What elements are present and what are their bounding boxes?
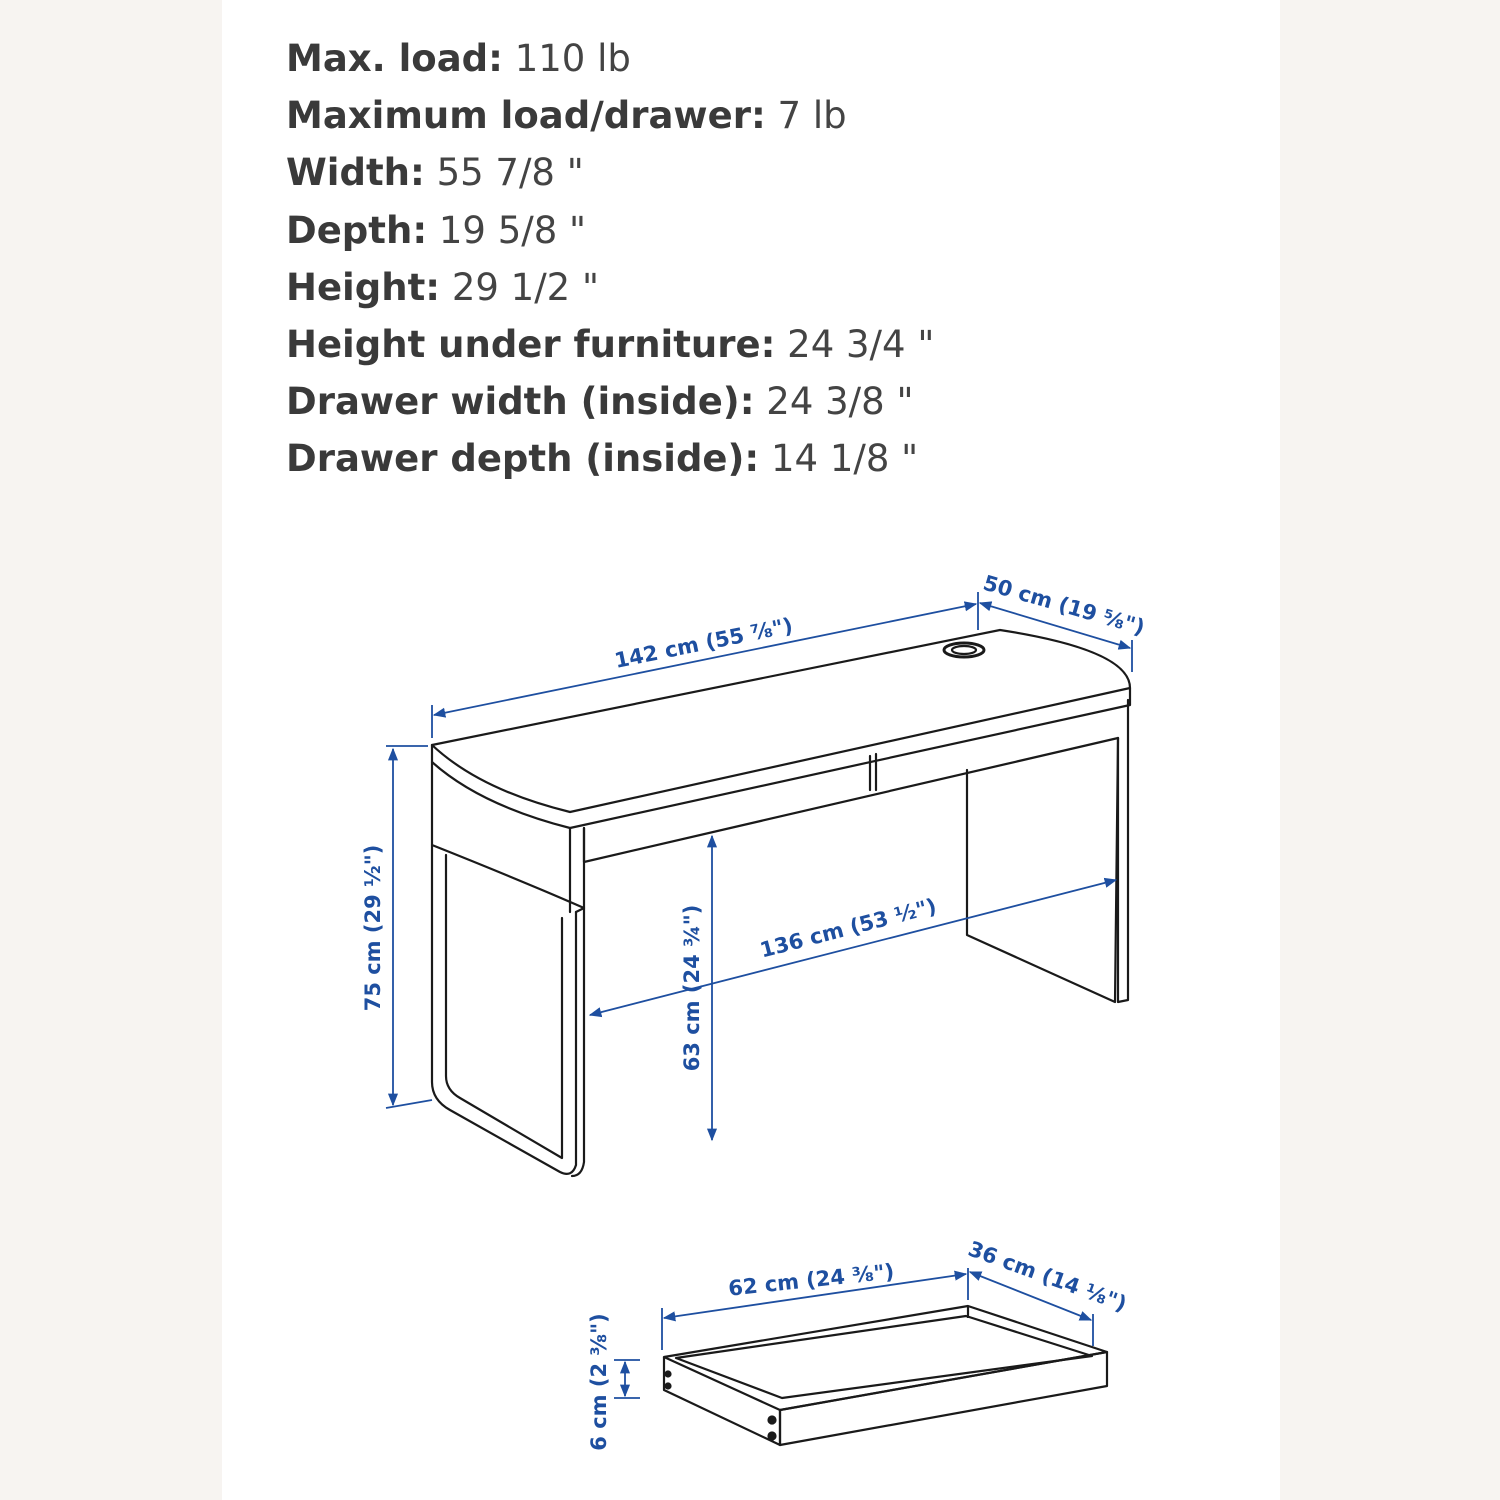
spec-value: 24 3/8 ": [754, 380, 914, 424]
dim-label-desk-width: 142 cm (55 ⅞"): [612, 613, 795, 673]
spec-value: 29 1/2 ": [440, 265, 599, 309]
screw-hole: [666, 1384, 671, 1389]
dim-label-desk-height: 75 cm (29 ½"): [361, 844, 385, 1012]
screw-hole: [769, 1417, 776, 1424]
spec-value: 55 7/8 ": [424, 151, 584, 195]
dim-label-legroom-height: 63 cm (24 ¾"): [680, 904, 704, 1072]
left-leg-back: [572, 908, 584, 1176]
left-leg-frame-inner: [446, 855, 562, 1158]
right-leg-side: [1118, 700, 1128, 1002]
spec-value: 24 3/4 ": [775, 323, 935, 367]
dim-arrow-legroom-width: [590, 880, 1116, 1015]
spec-label: Width:: [286, 151, 425, 195]
spec-label: Maximum load/drawer:: [286, 94, 766, 138]
dim-label-drawer-height: 6 cm (2 ⅜"): [587, 1313, 611, 1451]
spec-label: Height under furniture:: [286, 323, 776, 367]
spec-value: 14 1/8 ": [759, 437, 919, 481]
spec-value: 110 lb: [502, 37, 631, 80]
spec-label: Drawer width (inside):: [286, 380, 755, 424]
spec-label: Depth:: [286, 208, 428, 252]
drawer-illustration: [664, 1306, 1107, 1445]
spec-label: Max. load:: [286, 37, 503, 80]
dim-label-drawer-width: 62 cm (24 ⅜"): [727, 1259, 896, 1301]
spec-value: 19 5/8 ": [427, 208, 587, 252]
right-leg-panel: [967, 738, 1118, 1002]
dim-label-legroom-width: 136 cm (53 ½"): [757, 893, 939, 963]
spec-value: 7 lb: [765, 94, 847, 138]
screw-hole: [666, 1372, 671, 1377]
desk-top: [432, 630, 1130, 812]
screw-hole: [769, 1433, 776, 1440]
spec-label: Drawer depth (inside):: [286, 437, 760, 481]
drawer-rim: [664, 1306, 1107, 1410]
spec-label: Height:: [286, 265, 441, 309]
dim-label-drawer-depth: 36 cm (14 ⅛"): [965, 1236, 1130, 1317]
dim-label-desk-depth: 50 cm (19 ⅝"): [980, 570, 1148, 640]
